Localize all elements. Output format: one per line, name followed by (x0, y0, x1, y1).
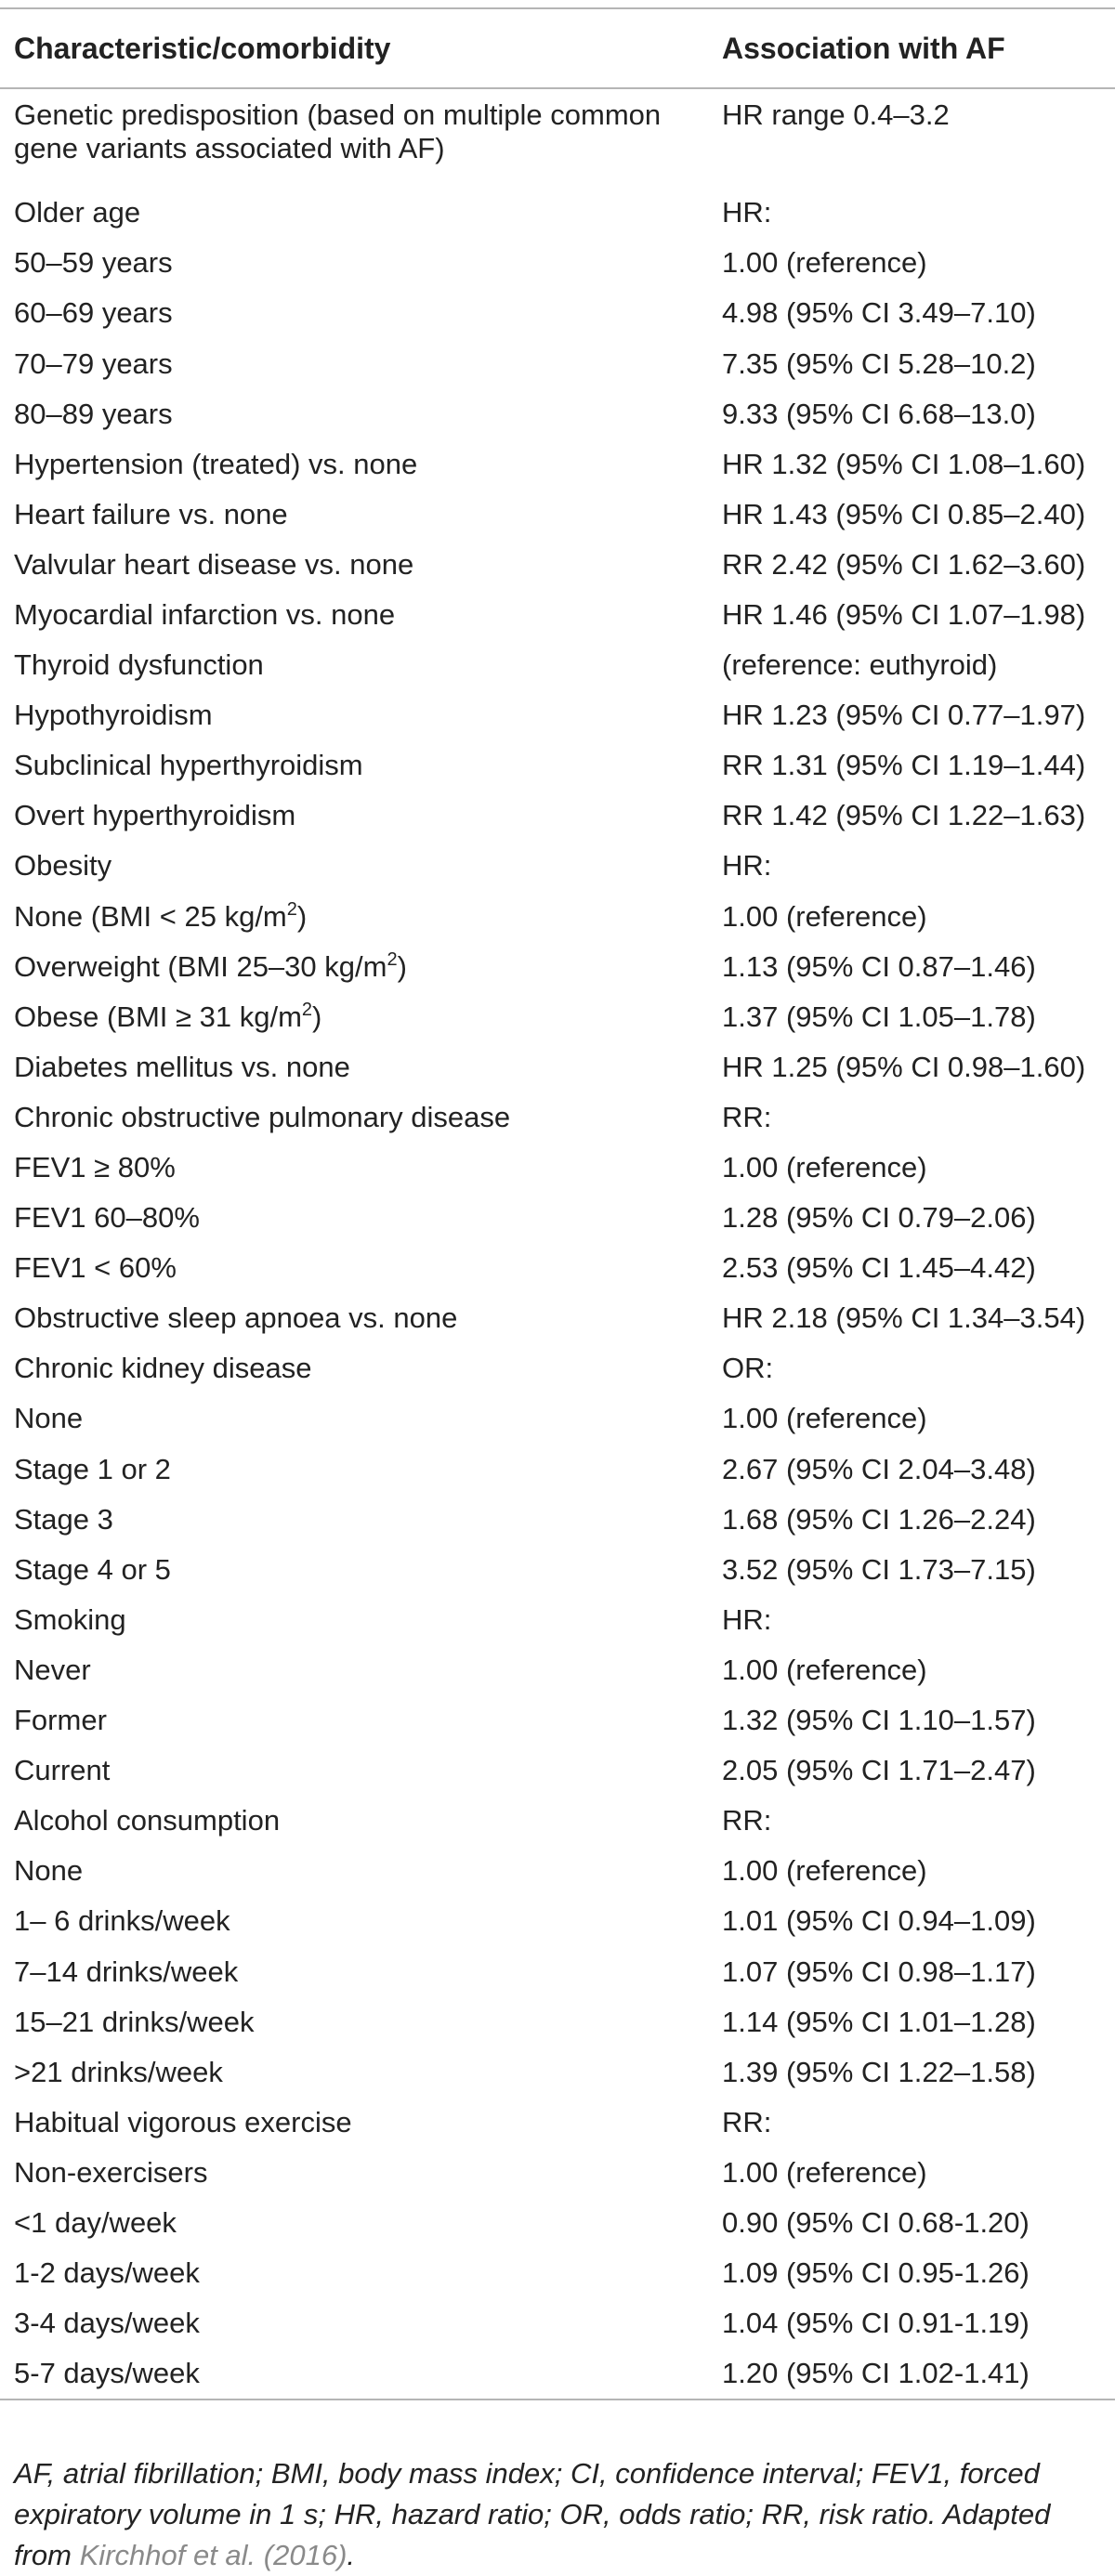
characteristic-text: >21 drinks/week (14, 2055, 223, 2088)
characteristic-cell (0, 891, 722, 941)
table-row (0, 841, 1115, 891)
association-cell: 0.90 (95% CI 0.68-1.20) (722, 2205, 1030, 2239)
characteristic-cell (0, 1695, 722, 1746)
table-row (0, 2098, 1115, 2148)
association-cell: 1.07 (95% CI 0.98–1.17) (722, 1955, 1036, 1988)
characteristic-cell (0, 88, 722, 188)
characteristic-cell (0, 590, 722, 640)
table-row (0, 1545, 1115, 1595)
association-cell: HR: (722, 1602, 772, 1636)
characteristic-cell (0, 740, 722, 791)
characteristic-text: Never (14, 1653, 91, 1686)
characteristic-cell (0, 1092, 722, 1143)
characteristic-cell (0, 791, 722, 841)
characteristic-cell (0, 1645, 722, 1695)
characteristic-text: Overweight (BMI 25–30 kg/m (14, 949, 387, 983)
characteristic-text: Heart failure vs. none (14, 497, 288, 530)
table-row (0, 690, 1115, 740)
footnote-end: . (347, 2539, 356, 2571)
characteristic-text: Obstructive sleep apnoea vs. none (14, 1301, 458, 1335)
table-row (0, 740, 1115, 791)
association-cell: HR 1.23 (95% CI 0.77–1.97) (722, 699, 1086, 732)
characteristic-text: Habitual vigorous exercise (14, 2105, 352, 2138)
table-row (0, 2148, 1115, 2198)
association-cell: HR 1.32 (95% CI 1.08–1.60) (722, 447, 1086, 480)
association-cell: 2.53 (95% CI 1.45–4.42) (722, 1251, 1036, 1285)
footnote-text: AF, atrial fibrillation; BMI, body mass index; CI, confidence interval; FEV1, forced expiratory volume in 1 s; HR, hazard ratio; OR, odds ratio; RR, risk ratio. Adapted from (14, 2457, 1051, 2571)
characteristic-cell (0, 388, 722, 438)
association-cell: 1.00 (reference) (722, 246, 927, 280)
table-row (0, 88, 1115, 188)
characteristic-text: Overt hyperthyroidism (14, 799, 296, 832)
characteristic-cell (0, 1896, 722, 1946)
table-row (0, 1846, 1115, 1896)
characteristic-text: Obese (BMI ≥ 31 kg/m (14, 1000, 302, 1033)
association-cell: 1.32 (95% CI 1.10–1.57) (722, 1704, 1036, 1737)
table-row (0, 791, 1115, 841)
characteristic-cell (0, 2098, 722, 2148)
association-column-header: Association with AF (722, 8, 1115, 88)
table-row (0, 1293, 1115, 1343)
characteristic-text: 15–21 drinks/week (14, 2005, 255, 2038)
characteristic-suffix: ) (312, 1000, 322, 1033)
association-cell: 2.05 (95% CI 1.71–2.47) (722, 1754, 1036, 1787)
characteristic-cell (0, 2046, 722, 2097)
association-cell: HR: (722, 849, 772, 883)
table-row (0, 188, 1115, 238)
characteristic-text: 1– 6 drinks/week (14, 1904, 230, 1938)
association-cell: RR 2.42 (95% CI 1.62–3.60) (722, 547, 1086, 581)
characteristic-text: 50–59 years (14, 246, 173, 280)
characteristic-cell (0, 438, 722, 489)
association-cell: 1.14 (95% CI 1.01–1.28) (722, 2005, 1036, 2038)
association-cell: 1.00 (reference) (722, 1151, 927, 1183)
characteristic-cell (0, 1595, 722, 1645)
table-row (0, 388, 1115, 438)
characteristic-text: Valvular heart disease vs. none (14, 547, 414, 581)
unit-superscript: 2 (286, 898, 297, 920)
association-cell: HR 2.18 (95% CI 1.34–3.54) (722, 1301, 1086, 1335)
table-row (0, 338, 1115, 388)
association-cell: RR: (722, 2105, 772, 2138)
characteristic-text: Older age (14, 196, 141, 229)
characteristic-text: 3-4 days/week (14, 2307, 200, 2340)
characteristic-text: FEV1 < 60% (14, 1251, 177, 1285)
characteristic-cell (0, 338, 722, 388)
association-cell: 1.09 (95% CI 0.95-1.26) (722, 2256, 1030, 2290)
table-row (0, 288, 1115, 338)
characteristic-text: Non-exercisers (14, 2155, 208, 2189)
characteristic-cell (0, 690, 722, 740)
characteristic-text: Stage 1 or 2 (14, 1452, 171, 1485)
characteristic-suffix: ) (296, 899, 308, 933)
association-cell: 1.13 (95% CI 0.87–1.46) (722, 949, 1036, 983)
table-row (0, 238, 1115, 288)
characteristic-cell (0, 288, 722, 338)
table-row (0, 1243, 1115, 1293)
characteristic-text: None (14, 1854, 84, 1888)
characteristic-text: Former (14, 1704, 107, 1737)
characteristic-cell (0, 238, 722, 288)
table-row (0, 2248, 1115, 2298)
header-row (0, 8, 1115, 88)
characteristic-cell (0, 941, 722, 991)
characteristic-cell (0, 1343, 722, 1393)
characteristic-cell (0, 1393, 722, 1444)
characteristic-text: Chronic kidney disease (14, 1352, 312, 1385)
association-cell: RR 1.42 (95% CI 1.22–1.63) (722, 799, 1086, 832)
unit-superscript: 2 (387, 948, 398, 970)
characteristic-text: Genetic predisposition (based on multiple common gene variants associated with AF) (14, 98, 662, 164)
table-row (0, 540, 1115, 590)
characteristic-text: Hypertension (treated) vs. none (14, 447, 418, 480)
characteristic-text: 60–69 years (14, 296, 173, 330)
association-cell: HR range 0.4–3.2 (722, 98, 950, 131)
characteristic-cell (0, 1996, 722, 2046)
table-row (0, 1494, 1115, 1544)
characteristic-cell (0, 1946, 722, 1996)
characteristic-text: Stage 3 (14, 1502, 113, 1536)
af-risk-table (0, 7, 1115, 2400)
association-cell: 3.52 (95% CI 1.73–7.15) (722, 1552, 1036, 1586)
characteristic-cell (0, 640, 722, 690)
association-cell: 1.28 (95% CI 0.79–2.06) (722, 1201, 1036, 1235)
association-cell: 1.20 (95% CI 1.02-1.41) (722, 2348, 1115, 2399)
characteristic-text: 1-2 days/week (14, 2256, 200, 2290)
characteristic-text: <1 day/week (14, 2205, 177, 2239)
association-cell: 1.00 (reference) (722, 2155, 927, 2189)
association-cell: 1.68 (95% CI 1.26–2.24) (722, 1502, 1036, 1536)
reference-link[interactable]: Kirchhof et al. (2016) (79, 2539, 348, 2571)
characteristic-cell (0, 1193, 722, 1243)
table-row (0, 1746, 1115, 1796)
characteristic-text: Diabetes mellitus vs. none (14, 1050, 350, 1083)
table-row (0, 2198, 1115, 2248)
characteristic-text: Thyroid dysfunction (14, 648, 264, 682)
characteristic-column-header: Characteristic/comorbidity (0, 8, 722, 88)
table-row (0, 1595, 1115, 1645)
table-row (0, 1996, 1115, 2046)
association-cell: HR: (722, 196, 772, 229)
table-row (0, 2046, 1115, 2097)
association-cell: 1.01 (95% CI 0.94–1.09) (722, 1904, 1036, 1938)
characteristic-text: Myocardial infarction vs. none (14, 597, 396, 631)
characteristic-text: 5-7 days/week (14, 2357, 200, 2390)
characteristic-cell (0, 1293, 722, 1343)
table-row (0, 590, 1115, 640)
characteristic-text: 70–79 years (14, 347, 173, 380)
table-row (0, 2348, 1115, 2399)
characteristic-text: Stage 4 or 5 (14, 1552, 171, 1586)
characteristic-cell (0, 1042, 722, 1092)
characteristic-cell (0, 2248, 722, 2298)
characteristic-cell (0, 1746, 722, 1796)
characteristic-text: Subclinical hyperthyroidism (14, 749, 363, 782)
association-cell: 1.39 (95% CI 1.22–1.58) (722, 2055, 1036, 2088)
association-cell: OR: (722, 1352, 774, 1385)
characteristic-text: Obesity (14, 849, 112, 883)
table-body (0, 88, 1115, 2399)
characteristic-text: None (BMI < 25 kg/m (14, 899, 287, 933)
association-cell: 1.00 (reference) (722, 1402, 927, 1435)
characteristic-cell (0, 992, 722, 1042)
association-cell: 1.37 (95% CI 1.05–1.78) (722, 1000, 1036, 1033)
table-row (0, 2298, 1115, 2348)
characteristic-cell (0, 1444, 722, 1494)
association-cell: RR: (722, 1100, 772, 1133)
association-cell: 1.04 (95% CI 0.91-1.19) (722, 2307, 1030, 2340)
unit-superscript: 2 (301, 999, 313, 1020)
association-cell: 7.35 (95% CI 5.28–10.2) (722, 347, 1036, 380)
characteristic-cell (0, 1796, 722, 1846)
association-cell: 1.00 (reference) (722, 899, 927, 933)
table-row (0, 1042, 1115, 1092)
association-cell: RR 1.31 (95% CI 1.19–1.44) (722, 749, 1086, 782)
table-row (0, 490, 1115, 540)
characteristic-text: 80–89 years (14, 397, 173, 430)
association-cell: 4.98 (95% CI 3.49–7.10) (722, 296, 1036, 330)
table-row (0, 891, 1115, 941)
table-row (0, 992, 1115, 1042)
characteristic-cell (0, 2298, 722, 2348)
characteristic-text: 7–14 drinks/week (14, 1955, 239, 1988)
characteristic-cell (0, 2148, 722, 2198)
characteristic-cell (0, 1494, 722, 1544)
table-row (0, 1946, 1115, 1996)
characteristic-cell (0, 1846, 722, 1896)
characteristic-text: Hypothyroidism (14, 699, 213, 732)
characteristic-text: FEV1 60–80% (14, 1201, 200, 1235)
association-cell: HR 1.43 (95% CI 0.85–2.40) (722, 497, 1086, 530)
table-row (0, 1645, 1115, 1695)
characteristic-text: Alcohol consumption (14, 1804, 281, 1837)
table-row (0, 640, 1115, 690)
characteristic-cell (0, 1143, 722, 1193)
table-header (0, 8, 1115, 88)
association-cell: (reference: euthyroid) (722, 648, 998, 682)
characteristic-cell (0, 2198, 722, 2248)
association-cell: 1.00 (reference) (722, 1653, 927, 1686)
characteristic-suffix: ) (397, 949, 407, 983)
characteristic-cell (0, 490, 722, 540)
table-row (0, 438, 1115, 489)
characteristic-text: Smoking (14, 1602, 126, 1636)
table-row (0, 1695, 1115, 1746)
table-row (0, 1343, 1115, 1393)
characteristic-cell (0, 2348, 722, 2399)
characteristic-cell (0, 1243, 722, 1293)
table-row (0, 1393, 1115, 1444)
characteristic-text: FEV1 ≥ 80% (14, 1151, 176, 1183)
characteristic-text: Chronic obstructive pulmonary disease (14, 1100, 511, 1133)
table-row (0, 1092, 1115, 1143)
table-row (0, 1143, 1115, 1193)
characteristic-text: None (14, 1402, 84, 1435)
characteristic-cell (0, 540, 722, 590)
characteristic-cell (0, 1545, 722, 1595)
table-row (0, 1193, 1115, 1243)
association-cell: RR: (722, 1804, 772, 1837)
table-row (0, 941, 1115, 991)
association-cell: 9.33 (95% CI 6.68–13.0) (722, 397, 1036, 430)
characteristic-cell (0, 841, 722, 891)
characteristic-text: Current (14, 1754, 111, 1787)
association-cell: HR 1.46 (95% CI 1.07–1.98) (722, 597, 1086, 631)
table-row (0, 1444, 1115, 1494)
table-footnote (14, 2453, 1103, 2576)
association-cell: 1.00 (reference) (722, 1854, 927, 1888)
characteristic-cell (0, 188, 722, 238)
table-row (0, 1796, 1115, 1846)
association-cell: HR 1.25 (95% CI 0.98–1.60) (722, 1050, 1086, 1083)
association-cell: 2.67 (95% CI 2.04–3.48) (722, 1452, 1036, 1485)
table-row (0, 1896, 1115, 1946)
